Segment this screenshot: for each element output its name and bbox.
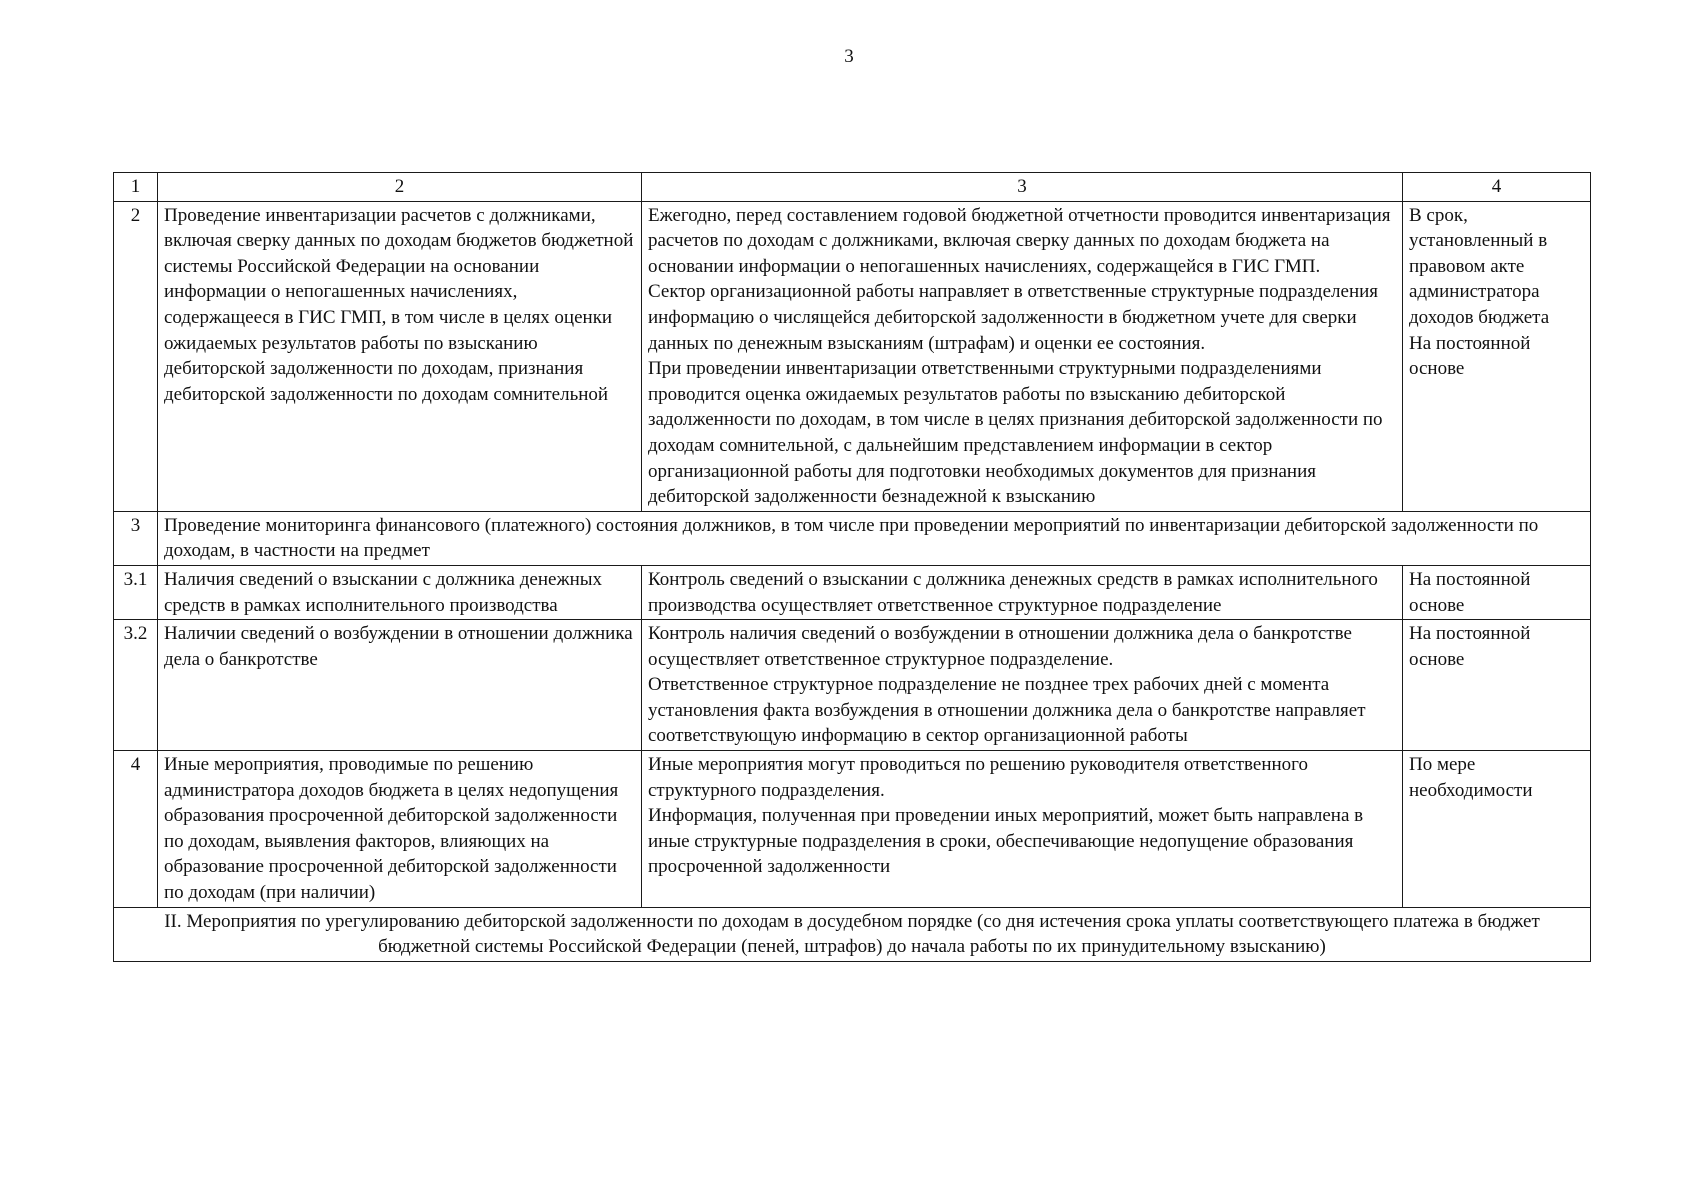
procedure-paragraph: Сектор организационной работы направляет в ответственные структурные подразделения информацию о числящейся дебиторской задолженности в бюджетном учете для сверки данных по денежным взысканиям (штрафам) и оценки ее состояния. — [648, 281, 1379, 354]
term-paragraph: В срок, установленный в правовом акте администратора доходов бюджета — [1409, 204, 1550, 328]
table-row — [114, 201, 1591, 511]
page-number: 3 — [844, 46, 854, 67]
procedure-paragraph: Информация, полученная при проведении иных мероприятий, может быть направлена в иные структурные подразделения в сроки, обеспечивающие недопущение образования просроченной задолженности — [648, 805, 1364, 878]
section-heading: II. Мероприятия по урегулированию дебиторской задолженности по доходам в досудебном порядке (со дня истечения срока уплаты соответствующего платежа в бюджет бюджетной системы Российской Федерации (пеней, штрафов) до начала работы по их принудительному взысканию) — [114, 907, 1591, 961]
term-paragraph: На постоянной основе — [1409, 568, 1531, 616]
table-header-row — [114, 173, 1591, 202]
procedure-paragraph: Ежегодно, перед составлением годовой бюджетной отчетности проводится инвентаризация расчетов по доходам с должниками, включая сверку данных по доходам бюджета на основании информации о непогашенных начислениях, содержащейся в ГИС ГМП. — [648, 204, 1391, 277]
activity-cell: Наличии сведений о возбуждении в отношении должника дела о банкротстве — [158, 620, 642, 751]
row-number: 3 — [114, 511, 158, 565]
section-heading-row — [114, 907, 1591, 961]
procedure-cell — [642, 201, 1403, 511]
row-number: 3.1 — [114, 565, 158, 619]
row-number: 4 — [114, 751, 158, 908]
header-cell-4: 4 — [1403, 173, 1591, 202]
activity-cell: Иные мероприятия, проводимые по решению администратора доходов бюджета в целях недопущения образования просроченной дебиторской задолженности по доходам, выявления факторов, влияющих на образование просроченной дебиторской задолженности по доходам (при наличии) — [158, 751, 642, 908]
term-paragraph: На постоянной основе — [1409, 623, 1531, 670]
term-paragraph: По мере необходимости — [1409, 754, 1533, 801]
procedure-paragraph: Ответственное структурное подразделение не позднее трех рабочих дней с момента установления факта возбуждения в отношении должника дела о банкротстве направляет соответствующую информацию в сектор организационной работы — [648, 674, 1366, 747]
header-cell-3: 3 — [642, 173, 1403, 202]
table-row — [114, 565, 1591, 619]
term-cell — [1403, 751, 1591, 908]
term-cell — [1403, 565, 1591, 619]
header-cell-1: 1 — [114, 173, 158, 202]
row-number: 3.2 — [114, 620, 158, 751]
procedure-paragraph: При проведении инвентаризации ответственными структурными подразделениями проводится оценка ожидаемых результатов работы по взысканию дебиторской задолженности по доходам, в том числе в целях признания дебиторской задолженности по доходам сомнительной, с дальнейшим представлением информации в сектор организационной работы для подготовки необходимых документов для признания дебиторской задолженности безнадежной к взысканию — [648, 358, 1383, 508]
term-paragraph: На постоянной основе — [1409, 332, 1531, 380]
procedure-paragraph: Иные мероприятия могут проводиться по решению руководителя ответственного структурного подразделения. — [648, 754, 1308, 801]
table-row — [114, 751, 1591, 908]
row-number: 2 — [114, 201, 158, 511]
procedure-cell — [642, 620, 1403, 751]
activity-cell: Наличия сведений о взыскании с должника денежных средств в рамках исполнительного производства — [158, 565, 642, 619]
merged-activity-cell: Проведение мониторинга финансового (платежного) состояния должников, в том числе при проведении мероприятий по инвентаризации дебиторской задолженности по доходам, в частности на предмет — [158, 511, 1591, 565]
term-cell — [1403, 201, 1591, 511]
procedure-cell — [642, 565, 1403, 619]
measures-table — [113, 172, 1591, 962]
procedure-paragraph: Контроль наличия сведений о возбуждении в отношении должника дела о банкротстве осуществляет ответственное структурное подразделение. — [648, 623, 1352, 670]
activity-cell: Проведение инвентаризации расчетов с должниками, включая сверку данных по доходам бюджетов бюджетной системы Российской Федерации на основании информации о непогашенных начислениях, содержащееся в ГИС ГМП, в том числе в целях оценки ожидаемых результатов работы по взысканию дебиторской задолженности по доходам, признания дебиторской задолженности по доходам сомнительной — [158, 201, 642, 511]
table-row — [114, 620, 1591, 751]
procedure-cell — [642, 751, 1403, 908]
header-cell-2: 2 — [158, 173, 642, 202]
term-cell — [1403, 620, 1591, 751]
procedure-paragraph: Контроль сведений о взыскании с должника денежных средств в рамках исполнительного производства осуществляет ответственное структурное подразделение — [648, 568, 1378, 616]
table-row — [114, 511, 1591, 565]
